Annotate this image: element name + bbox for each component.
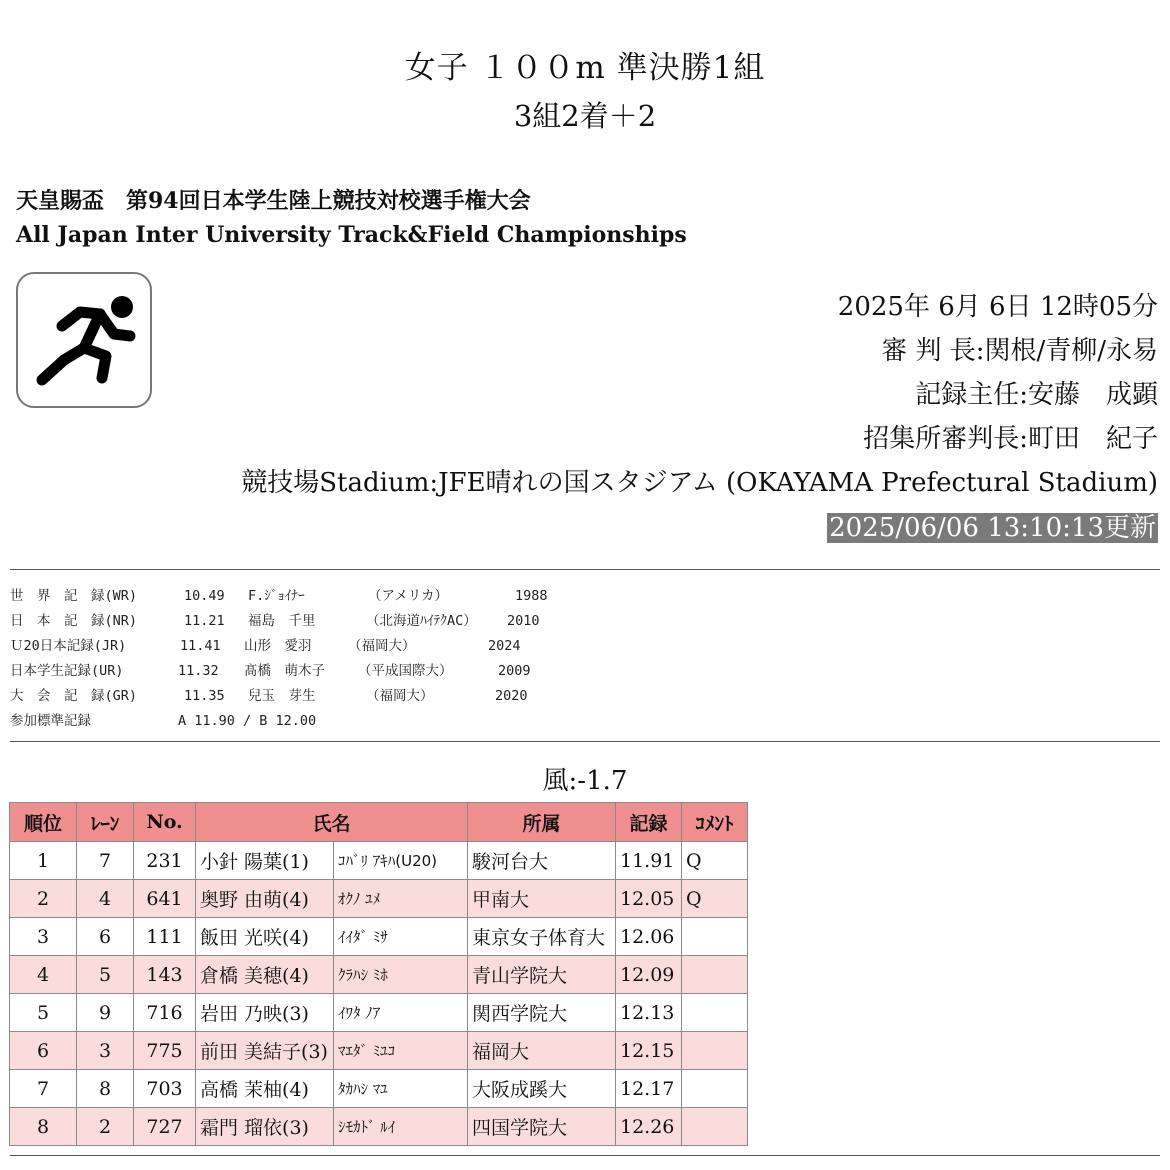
header-rank: 順位 (10, 803, 77, 842)
cell-comment (682, 994, 748, 1032)
cell-kana: ｺﾊﾞﾘ ｱｷﾊ(U20) (334, 842, 468, 880)
record-time: 10.49 (184, 588, 225, 604)
cell-no: 775 (134, 1032, 196, 1070)
record-time: 11.21 (184, 613, 225, 629)
cell-name: 倉橋 美穂(4) (196, 956, 334, 994)
divider-bottom (10, 1155, 1160, 1156)
cell-record: 12.26 (616, 1108, 682, 1146)
sprinter-icon-graphic (18, 274, 150, 406)
cell-comment (682, 1032, 748, 1070)
call-room-referee: 招集所審判長:町田 紀子 (863, 424, 1158, 454)
table-row (10, 994, 748, 1032)
cell-kana: ｵｸﾉ ﾕﾒ (334, 880, 468, 918)
header-no: No. (134, 803, 196, 842)
table-row (10, 1070, 748, 1108)
cell-rank: 2 (10, 880, 77, 918)
record-affiliation: （平成国際大） (358, 663, 453, 679)
cell-no: 143 (134, 956, 196, 994)
cell-lane: 4 (77, 880, 134, 918)
qualification-rule: 3組2着＋2 (513, 99, 657, 133)
cell-affiliation: 駿河台大 (468, 842, 616, 880)
record-holder: F.ｼﾞｮｲﾅｰ (248, 588, 305, 604)
updated-badge: 2025/06/06 13:10:13更新 (829, 513, 1156, 543)
record-label: 日 本 記 録(NR) (10, 613, 138, 629)
record-holder: 福島 千里 (248, 613, 316, 629)
cell-no: 111 (134, 918, 196, 956)
cell-rank: 1 (10, 842, 77, 880)
header-name: 氏名 (196, 803, 468, 842)
cell-affiliation: 甲南大 (468, 880, 616, 918)
record-year: 2024 (488, 638, 521, 654)
cell-lane: 3 (77, 1032, 134, 1070)
record-affiliation: （アメリカ） (368, 588, 449, 604)
cell-rank: 7 (10, 1070, 77, 1108)
record-holder: 兒玉 芽生 (248, 688, 316, 704)
results-table (9, 802, 748, 1146)
record-affiliation: （福岡大） (348, 638, 416, 654)
cell-record: 12.13 (616, 994, 682, 1032)
header-comment: ｺﾒﾝﾄ (682, 803, 748, 842)
cell-name: 飯田 光咲(4) (196, 918, 334, 956)
cell-name: 高橋 茉柚(4) (196, 1070, 334, 1108)
cell-affiliation: 青山学院大 (468, 956, 616, 994)
table-row (10, 1108, 748, 1146)
cell-affiliation: 福岡大 (468, 1032, 616, 1070)
record-label: 大 会 記 録(GR) (10, 688, 138, 704)
record-year: 1988 (515, 588, 548, 604)
competition-name-en: All Japan Inter University Track&Field Championships (16, 222, 687, 248)
record-affiliation: （福岡大） (366, 688, 434, 704)
record-time: 11.41 (180, 638, 221, 654)
competition-name-ja: 天皇賜盃 第94回日本学生陸上競技対校選手権大会 (16, 188, 531, 214)
cell-kana: ｼﾓｶﾄﾞ ﾙｲ (334, 1108, 468, 1146)
record-year: 2020 (495, 688, 528, 704)
record-chief: 記録主任:安藤 成顕 (915, 380, 1158, 410)
cell-comment (682, 956, 748, 994)
cell-record: 12.09 (616, 956, 682, 994)
cell-name: 奥野 由萌(4) (196, 880, 334, 918)
record-label: Ｕ20日本記録(JR) (10, 638, 127, 654)
record-label: 日本学生記録(UR) (10, 663, 124, 679)
standard-value: A 11.90 / B 12.00 (178, 713, 317, 729)
table-row (10, 842, 748, 880)
cell-affiliation: 関西学院大 (468, 994, 616, 1032)
record-year: 2009 (498, 663, 531, 679)
cell-no: 716 (134, 994, 196, 1032)
header-record: 記録 (616, 803, 682, 842)
cell-comment (682, 1070, 748, 1108)
cell-lane: 6 (77, 918, 134, 956)
cell-rank: 5 (10, 994, 77, 1032)
header-affiliation: 所属 (468, 803, 616, 842)
header-lane: ﾚｰﾝ (77, 803, 134, 842)
cell-rank: 6 (10, 1032, 77, 1070)
cell-record: 12.17 (616, 1070, 682, 1108)
divider-middle (10, 741, 1160, 742)
cell-affiliation: 四国学院大 (468, 1108, 616, 1146)
cell-affiliation: 大阪成蹊大 (468, 1070, 616, 1108)
cell-lane: 9 (77, 994, 134, 1032)
cell-no: 727 (134, 1108, 196, 1146)
record-time: 11.35 (184, 688, 225, 704)
cell-record: 12.05 (616, 880, 682, 918)
cell-no: 703 (134, 1070, 196, 1108)
divider-top (10, 569, 1160, 570)
record-holder: 髙橋 萌木子 (244, 663, 325, 679)
cell-comment (682, 918, 748, 956)
cell-kana: ｸﾗﾊｼ ﾐﾎ (334, 956, 468, 994)
event-title: 女子 １００m 準決勝1組 (404, 50, 766, 86)
record-year: 2010 (507, 613, 540, 629)
cell-comment: Q (682, 880, 748, 918)
cell-record: 12.15 (616, 1032, 682, 1070)
cell-kana: ｲｲﾀﾞ ﾐｻ (334, 918, 468, 956)
cell-name: 前田 美結子(3) (196, 1032, 334, 1070)
cell-no: 231 (134, 842, 196, 880)
updated-timestamp (827, 507, 1158, 544)
table-row (10, 880, 748, 918)
cell-affiliation: 東京女子体育大 (468, 918, 616, 956)
cell-kana: ﾏｴﾀﾞ ﾐﾕｺ (334, 1032, 468, 1070)
cell-name: 霜門 瑠依(3) (196, 1108, 334, 1146)
cell-rank: 4 (10, 956, 77, 994)
sprinter-icon (16, 272, 152, 408)
record-holder: 山形 愛羽 (244, 638, 312, 654)
cell-lane: 7 (77, 842, 134, 880)
referee: 審 判 長:関根/青柳/永易 (881, 336, 1158, 366)
cell-kana: ｲﾜﾀ ﾉｱ (334, 994, 468, 1032)
standard-label: 参加標準記録 (10, 713, 91, 729)
cell-comment: Q (682, 842, 748, 880)
cell-kana: ﾀｶﾊｼ ﾏﾕ (334, 1070, 468, 1108)
table-row (10, 1032, 748, 1070)
table-row (10, 918, 748, 956)
stadium: 競技場Stadium:JFE晴れの国スタジアム (OKAYAMA Prefectural Stadium) (241, 468, 1158, 498)
cell-lane: 2 (77, 1108, 134, 1146)
cell-lane: 5 (77, 956, 134, 994)
record-affiliation: （北海道ﾊｲﾃｸAC） (366, 613, 477, 629)
cell-lane: 8 (77, 1070, 134, 1108)
cell-rank: 8 (10, 1108, 77, 1146)
cell-record: 12.06 (616, 918, 682, 956)
cell-rank: 3 (10, 918, 77, 956)
cell-record: 11.91 (616, 842, 682, 880)
cell-no: 641 (134, 880, 196, 918)
record-time: 11.32 (178, 663, 219, 679)
cell-name: 小針 陽葉(1) (196, 842, 334, 880)
cell-comment (682, 1108, 748, 1146)
table-header-row (10, 803, 748, 842)
datetime: 2025年 6月 6日 12時05分 (837, 292, 1158, 322)
record-label: 世 界 記 録(WR) (10, 588, 138, 604)
table-row (10, 956, 748, 994)
cell-name: 岩田 乃映(3) (196, 994, 334, 1032)
wind-reading: 風:-1.7 (542, 766, 628, 796)
